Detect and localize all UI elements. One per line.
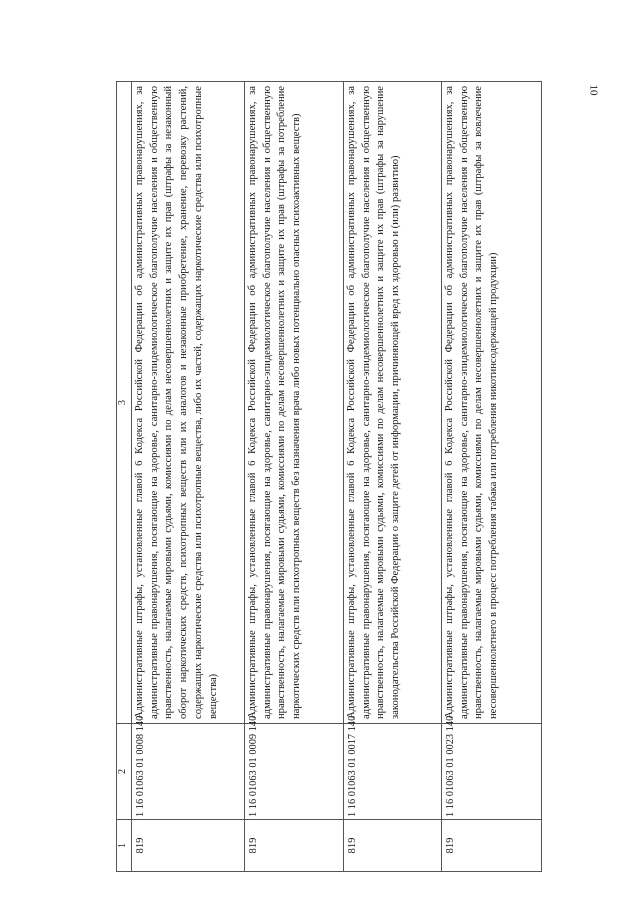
rotated-page-content [116,82,532,872]
kbk-cell: 1 16 01063 01 0008 140 [132,724,245,820]
column-header-1: 1 [117,820,132,872]
kbk-cell: 1 16 01063 01 0009 140 [245,724,344,820]
description-cell: Административные штрафы, установленные главой 6 Кодекса Российской Федерации об административных правонарушениях, за административные правонарушения, посягающие на здоровье, санитарно-эпидемиологическое благополучие населения и общественную нравственность, налагаемые мировыми судьями, комиссиями по делам несовершеннолетних и защите их прав (штрафы за потребление наркотических средств или психотропных веществ без назначения врача либо новых потенциально опасных психоактивных веществ) [245,82,344,724]
admin-code-cell: 819 [132,820,245,872]
kbk-cell: 1 16 01063 01 0017 140 [344,724,442,820]
admin-code-cell: 819 [442,820,542,872]
admin-code-cell: 819 [344,820,442,872]
table-row [245,82,344,872]
description-cell: Административные штрафы, установленные главой 6 Кодекса Российской Федерации об административных правонарушениях, за административные правонарушения, посягающие на здоровье, санитарно-эпидемиологическое благополучие населения и общественную нравственность, налагаемые мировыми судьями, комиссиями по делам несовершеннолетних и защите их прав (штрафы за незаконный оборот наркотических средств, психотропных веществ или их аналогов и незаконные приобретение, хранение, перевозку растений, содержащих наркотические средства или психотропные вещества, либо их частей, содержащих наркотические средства или психотропные вещества) [132,82,245,724]
budget-codes-table [116,81,542,872]
table-row [344,82,442,872]
table-row [132,82,245,872]
kbk-cell: 1 16 01063 01 0023 140 [442,724,542,820]
admin-code-cell: 819 [245,820,344,872]
column-header-2: 2 [117,724,132,820]
page-number: 10 [587,84,600,96]
description-cell: Административные штрафы, установленные главой 6 Кодекса Российской Федерации об административных правонарушениях, за административные правонарушения, посягающие на здоровье, санитарно-эпидемиологическое благополучие населения и общественную нравственность, налагаемые мировыми судьями, комиссиями по делам несовершеннолетних и защите их прав (штрафы за вовлечение несовершеннолетнего в процесс потребления табака или потребления никотинсодержащей продукции) [442,82,542,724]
table-header-row [117,82,132,872]
table-row [442,82,542,872]
description-cell: Административные штрафы, установленные главой 6 Кодекса Российской Федерации об административных правонарушениях, за административные правонарушения, посягающие на здоровье, санитарно-эпидемиологическое благополучие населения и общественную нравственность, налагаемые мировыми судьями, комиссиями по делам несовершеннолетних и защите их прав (штрафы за нарушение законодательства Российской Федерации о защите детей от информации, причиняющей вред их здоровью и (или) развитию) [344,82,442,724]
column-header-3: 3 [117,82,132,724]
